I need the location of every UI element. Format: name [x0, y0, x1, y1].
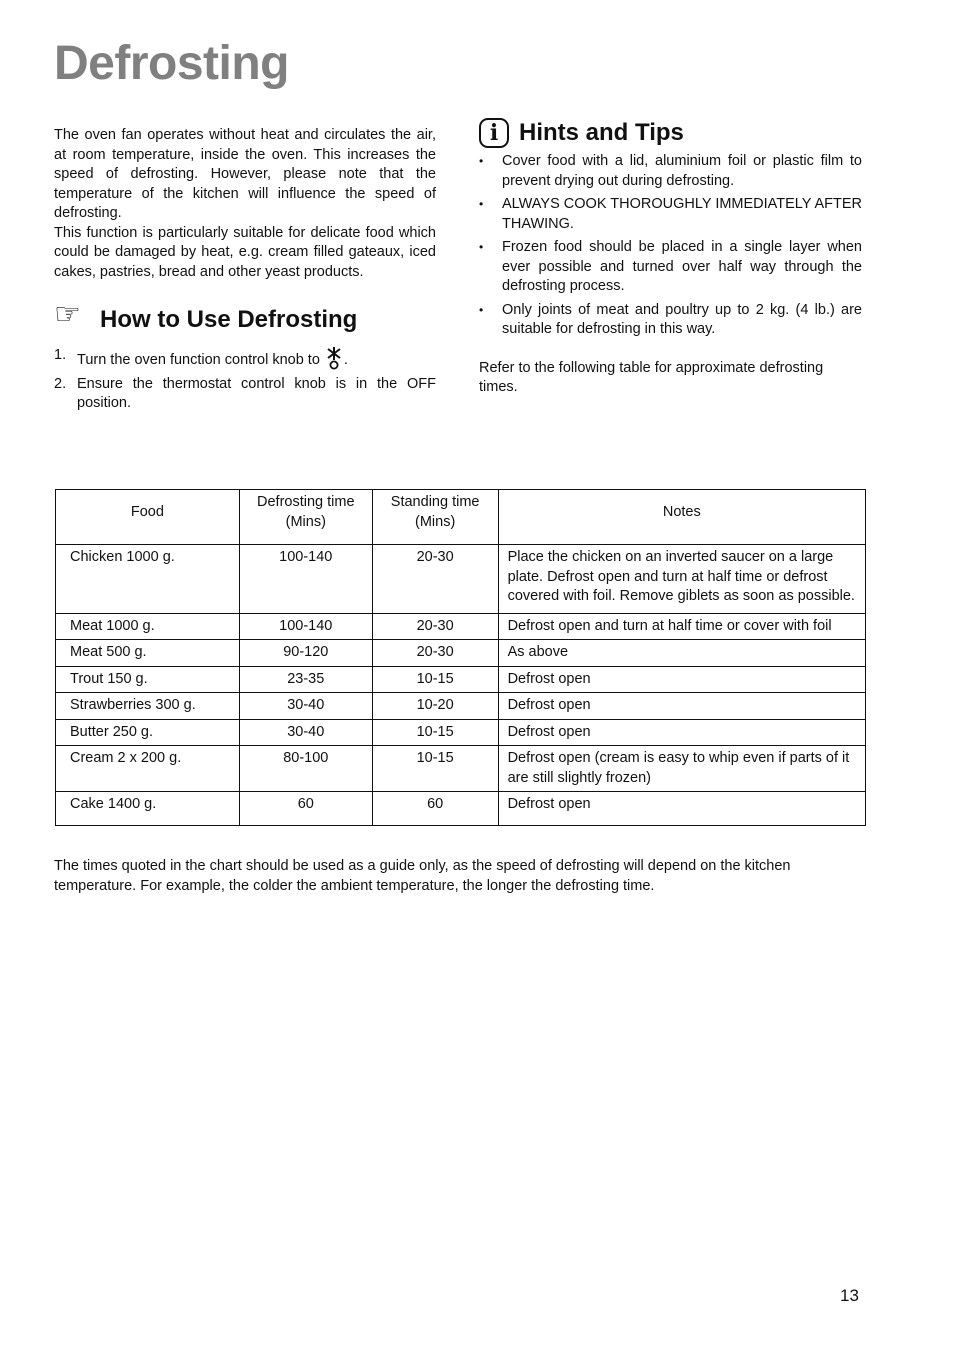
cell-standing: 10-15: [372, 666, 498, 693]
cell-notes: Defrost open and turn at half time or cover with foil: [498, 613, 865, 640]
cell-standing: 10-15: [372, 746, 498, 792]
info-icon: i: [479, 118, 509, 148]
defrost-symbol-icon: [326, 346, 342, 370]
table-row: [56, 613, 866, 640]
header-defrost-time: [239, 490, 372, 545]
header-food: Food: [56, 490, 240, 545]
cell-notes: Defrost open (cream is easy to whip even if parts of it are still slightly frozen): [498, 746, 865, 792]
table-header-row: [56, 490, 866, 545]
cell-notes: Defrost open: [498, 693, 865, 720]
list-item: • Frozen food should be placed in a single layer when ever possible and turned over half way through the defrosting process.: [479, 238, 862, 297]
step-text: Ensure the thermostat control knob is in the OFF position.: [77, 375, 436, 411]
list-item: [54, 375, 436, 414]
cell-standing: 60: [372, 792, 498, 826]
cell-notes: Place the chicken on an inverted saucer on a large plate. Defrost open and turn at half time or defrost covered with foil. Remove giblets as soon as possible.: [498, 545, 865, 614]
step-text: Turn the oven function control knob to: [77, 352, 320, 368]
cell-notes: As above: [498, 640, 865, 667]
cell-defrost: 23-35: [239, 666, 372, 693]
step-suffix: .: [343, 352, 348, 368]
list-item: • ALWAYS COOK THOROUGHLY IMMEDIATELY AFTER THAWING.: [479, 195, 862, 234]
cell-notes: Defrost open: [498, 666, 865, 693]
header-defrost-line1: Defrosting time: [257, 494, 355, 510]
cell-food: Meat 500 g.: [56, 640, 240, 667]
how-to-heading-text: How to Use Defrosting: [100, 306, 358, 333]
list-item: [54, 346, 436, 371]
header-standing-line2: (Mins): [415, 513, 456, 530]
hints-heading: [479, 118, 862, 148]
footer-note: The times quoted in the chart should be used as a guide only, as the speed of defrosting will depend on the kitchen temperature. For example, the colder the ambient temperature, the longer the defrosting time.: [54, 858, 791, 894]
how-to-heading: [54, 298, 436, 334]
table-row: [56, 693, 866, 720]
right-column: [479, 118, 862, 398]
cell-standing: 20-30: [372, 545, 498, 614]
cell-defrost: 100-140: [239, 613, 372, 640]
cell-food: Strawberries 300 g.: [56, 693, 240, 720]
intro-paragraph-1: The oven fan operates without heat and circulates the air, at room temperature, inside the oven. This increases the speed of defrosting. However, please note that the temperature of the kitchen will influence the speed of defrosting.: [54, 127, 436, 221]
refer-text: Refer to the following table for approximate defrosting times.: [479, 359, 824, 395]
header-defrost-line2: (Mins): [285, 513, 326, 530]
defrosting-table: [55, 489, 866, 826]
cell-notes: Defrost open: [498, 719, 865, 746]
left-column: [54, 126, 436, 418]
cell-food: Meat 1000 g.: [56, 613, 240, 640]
cell-standing: 20-30: [372, 613, 498, 640]
table-row: [56, 746, 866, 792]
table-row: [56, 640, 866, 667]
how-to-steps: [54, 346, 436, 414]
header-standing-line1: Standing time: [390, 494, 480, 510]
page-title: Defrosting: [54, 37, 289, 90]
cell-food: Butter 250 g.: [56, 719, 240, 746]
step-number: 1.: [54, 347, 67, 363]
cell-defrost: 100-140: [239, 545, 372, 614]
cell-standing: 20-30: [372, 640, 498, 667]
cell-standing: 10-15: [372, 719, 498, 746]
table-row: [56, 545, 866, 614]
cell-defrost: 60: [239, 792, 372, 826]
cell-defrost: 80-100: [239, 746, 372, 792]
cell-food: Cream 2 x 200 g.: [56, 746, 240, 792]
cell-food: Chicken 1000 g.: [56, 545, 240, 614]
cell-food: Cake 1400 g.: [56, 792, 240, 826]
table-row: [56, 719, 866, 746]
intro-paragraph-2: This function is particularly suitable for delicate food which could be damaged by heat, e.g. cream filled gateaux, iced cakes, pastries, bread and other yeast products.: [54, 224, 436, 280]
cell-notes: Defrost open: [498, 792, 865, 826]
cell-standing: 10-20: [372, 693, 498, 720]
cell-defrost: 30-40: [239, 693, 372, 720]
table-row: [56, 666, 866, 693]
hints-heading-text: Hints and Tips: [519, 119, 684, 146]
cell-defrost: 30-40: [239, 719, 372, 746]
table-row: [56, 792, 866, 826]
list-item: • Cover food with a lid, aluminium foil or plastic film to prevent drying out during defrosting.: [479, 152, 862, 191]
page-number: 13: [840, 1286, 859, 1305]
hints-list: [479, 152, 862, 340]
header-standing-time: [372, 490, 498, 545]
pointing-hand-icon: ☞: [54, 298, 81, 331]
step-number: 2.: [54, 375, 67, 392]
cell-food: Trout 150 g.: [56, 666, 240, 693]
list-item: • Only joints of meat and poultry up to 2 kg. (4 lb.) are suitable for defrosting in this way.: [479, 301, 862, 340]
cell-defrost: 90-120: [239, 640, 372, 667]
header-notes: Notes: [498, 490, 865, 545]
